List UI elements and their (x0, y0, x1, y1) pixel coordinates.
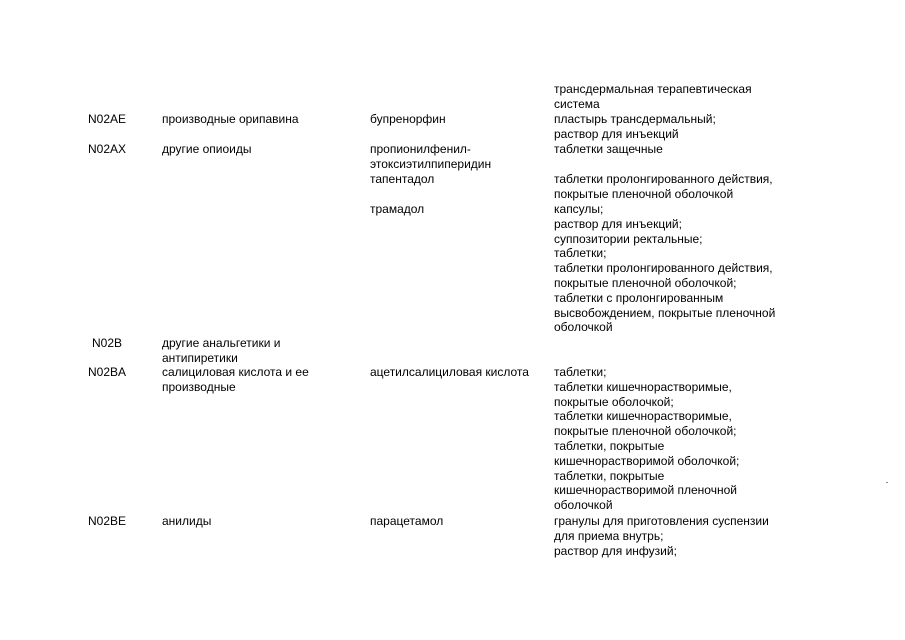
form-line: покрытые пленочной оболочкой; (554, 424, 737, 439)
dosage-forms (554, 514, 814, 558)
group-line: производные орипавина (162, 112, 299, 126)
group-line: другие опиоиды (162, 142, 252, 156)
group-line: анилиды (162, 514, 212, 528)
form-line: пластырь трансдермальный; (554, 112, 716, 126)
form-line: покрытые пленочной оболочкой (554, 186, 734, 201)
form-line: таблетки с пролонгированным (554, 290, 724, 305)
group-line: салициловая кислота и ее (162, 365, 309, 379)
substance-line: парацетамол (370, 514, 444, 528)
substance-line: ацетилсалициловая кислота (370, 365, 529, 379)
substance (370, 202, 550, 217)
substance-line: тапентадол (370, 172, 435, 186)
substance (370, 514, 550, 529)
dosage-forms (554, 82, 814, 112)
form-line: для приема внутрь; (554, 528, 664, 543)
form-line: оболочкой (554, 320, 613, 335)
form-line: таблетки; (554, 365, 607, 379)
form-line: таблетки, покрытые (554, 468, 665, 483)
group-line: другие анальгетики и (162, 336, 281, 350)
form-line: система (554, 96, 600, 111)
form-line: оболочкой (554, 498, 613, 513)
form-line: капсулы; (554, 202, 604, 216)
atc-group (162, 365, 362, 395)
group-line: антипиретики (162, 350, 238, 365)
form-line: таблетки кишечнорастворимые, (554, 409, 732, 424)
substance-line: пропионилфенил- (370, 142, 471, 156)
dosage-forms (554, 142, 814, 157)
form-line: суппозитории ректальные; (554, 231, 703, 246)
form-line: таблетки, покрытые (554, 438, 665, 453)
dosage-forms (554, 202, 814, 335)
form-line: таблетки защечные (554, 142, 663, 156)
substance-line: этоксиэтилпиперидин (370, 156, 492, 171)
dosage-forms (554, 112, 814, 142)
form-line: гранулы для приготовления суспензии (554, 514, 769, 528)
form-line: покрытые оболочкой; (554, 394, 674, 409)
form-line: покрытые пленочной оболочкой; (554, 275, 737, 290)
form-line: раствор для инфузий; (554, 543, 677, 558)
form-line: таблетки пролонгированного действия, (554, 172, 773, 186)
substance-line: бупренорфин (370, 112, 446, 126)
form-line: раствор для инъекций (554, 126, 679, 141)
form-line: таблетки; (554, 246, 607, 261)
substance (370, 142, 550, 172)
substance (370, 172, 550, 187)
atc-group (162, 514, 362, 529)
substance (370, 365, 550, 380)
substance (370, 112, 550, 127)
group-line: производные (162, 379, 236, 394)
atc-group (162, 112, 362, 127)
form-line: таблетки кишечнорастворимые, (554, 379, 732, 394)
form-line: высвобождением, покрытые пленочной (554, 305, 776, 320)
atc-code: N02BA (88, 365, 127, 379)
atc-code: N02AE (88, 112, 127, 126)
form-line: кишечнорастворимой пленочной (554, 483, 737, 498)
scan-artifact (886, 482, 888, 483)
dosage-forms (554, 365, 814, 513)
form-line: раствор для инъекций; (554, 216, 682, 231)
form-line: кишечнорастворимой оболочкой; (554, 453, 740, 468)
substance-line: трамадол (370, 202, 425, 216)
atc-code: N02BE (88, 514, 127, 528)
dosage-forms (554, 172, 814, 202)
atc-group (162, 142, 362, 157)
form-line: таблетки пролонгированного действия, (554, 261, 773, 276)
atc-group (162, 336, 362, 366)
atc-code: N02AX (88, 142, 127, 156)
form-line: трансдермальная терапевтическая (554, 82, 752, 96)
atc-code: N02B (92, 336, 123, 350)
